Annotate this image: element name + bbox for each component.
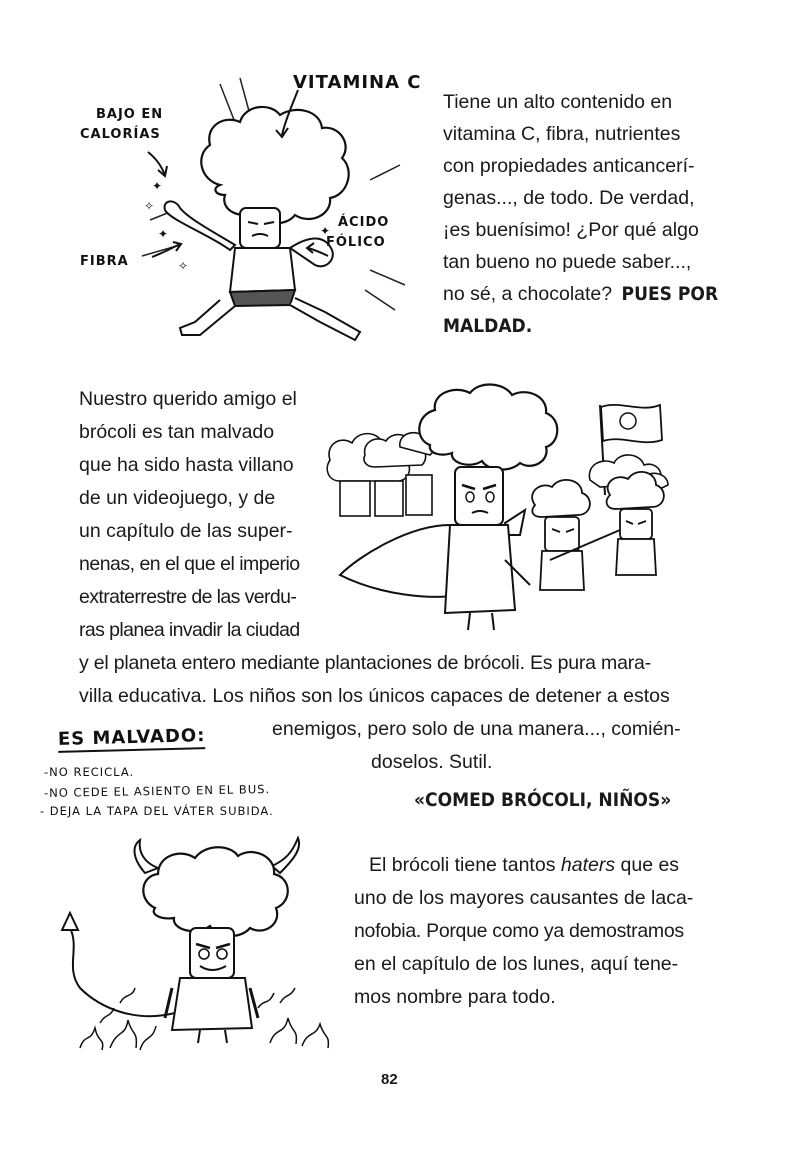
para3-line-1-tail: que es xyxy=(620,854,680,876)
note-item-2: -NO CEDE EL ASIENTO EN EL BUS. xyxy=(43,782,271,800)
svg-text:✦: ✦ xyxy=(158,227,169,241)
para2-line-2: brócoli es tan malvado xyxy=(79,421,275,443)
strongman-broccoli-drawing xyxy=(70,60,430,360)
note-item-1: -NO RECICLA. xyxy=(44,765,135,779)
para2-line-7: extraterrestre de las verdu- xyxy=(79,586,297,608)
svg-text:✧: ✧ xyxy=(144,199,155,213)
para1-line-7-text: no sé, a chocolate? xyxy=(443,283,613,305)
maldad-emphasis: MALDAD. xyxy=(443,315,533,337)
para3-line-4: en el capítulo de los lunes, aquí tene- xyxy=(354,953,679,975)
para2-line-4: de un videojuego, y de xyxy=(79,487,276,509)
label-vitamina-c: VITAMINA C xyxy=(293,72,422,93)
para2-line-9: y el planeta entero mediante plantaciones de brócoli. Es pura mara- xyxy=(79,652,651,674)
page-number: 82 xyxy=(381,1071,398,1088)
para2-line-8: ras planea invadir la ciudad xyxy=(79,619,300,641)
label-folico: FÓLICO xyxy=(326,235,386,250)
label-bajo-en: BAJO EN xyxy=(96,107,164,122)
para2-line-1: Nuestro querido amigo el xyxy=(79,388,297,410)
para1-line-2: vitamina C, fibra, nutrientes xyxy=(443,123,681,145)
para1-line-1: Tiene un alto contenido en xyxy=(443,91,673,113)
broccoli-army-drawing xyxy=(320,385,680,640)
label-fibra: FIBRA xyxy=(80,254,129,269)
para1-line-7 xyxy=(443,278,718,310)
label-calorias: CALORÍAS xyxy=(80,127,161,142)
note-title: ES MALVADO: xyxy=(58,725,206,753)
para2-line-12: doselos. Sutil. xyxy=(371,751,493,773)
note-item-3: - DEJA LA TAPA DEL VÁTER SUBIDA. xyxy=(40,804,274,818)
svg-text:✦: ✦ xyxy=(152,179,163,193)
label-acido: ÁCIDO xyxy=(338,215,390,230)
para2-line-10: villa educativa. Los niños son los únicos capaces de detener a estos xyxy=(79,685,670,707)
svg-text:✦: ✦ xyxy=(320,224,331,238)
para1-line-4: genas..., de todo. De verdad, xyxy=(443,187,695,209)
para3-line-2: uno de los mayores causantes de laca- xyxy=(354,887,694,909)
svg-text:✧: ✧ xyxy=(178,259,189,273)
pues-por-emphasis: PUES POR xyxy=(621,283,719,305)
haters-italic: haters xyxy=(560,854,616,876)
para1-line-3: con propiedades anticancerí- xyxy=(443,155,695,177)
broccoli-army-illustration xyxy=(320,385,680,640)
para2-line-3: que ha sido hasta villano xyxy=(79,454,294,476)
para3-line-1-text: El brócoli tiene tantos xyxy=(369,854,556,876)
comed-brocoli-emphasis: «COMED BRÓCOLI, NIÑOS» xyxy=(414,789,672,811)
para2-line-11: enemigos, pero solo de una manera..., comién- xyxy=(272,718,681,740)
devil-broccoli-illustration xyxy=(40,838,360,1063)
para1-line-6: tan bueno no puede saber..., xyxy=(443,251,692,273)
para2-line-5: un capítulo de las super- xyxy=(79,520,293,542)
para3-line-5: mos nombre para todo. xyxy=(354,986,556,1008)
para3-line-1 xyxy=(369,849,679,881)
para3-line-3: nofobia. Porque como ya demostramos xyxy=(354,920,684,942)
strongman-broccoli-illustration xyxy=(70,60,430,360)
para2-line-6: nenas, en el que el imperio xyxy=(79,553,300,575)
para1-line-5: ¡es buenísimo! ¿Por qué algo xyxy=(443,219,699,241)
devil-broccoli-drawing xyxy=(40,838,360,1063)
